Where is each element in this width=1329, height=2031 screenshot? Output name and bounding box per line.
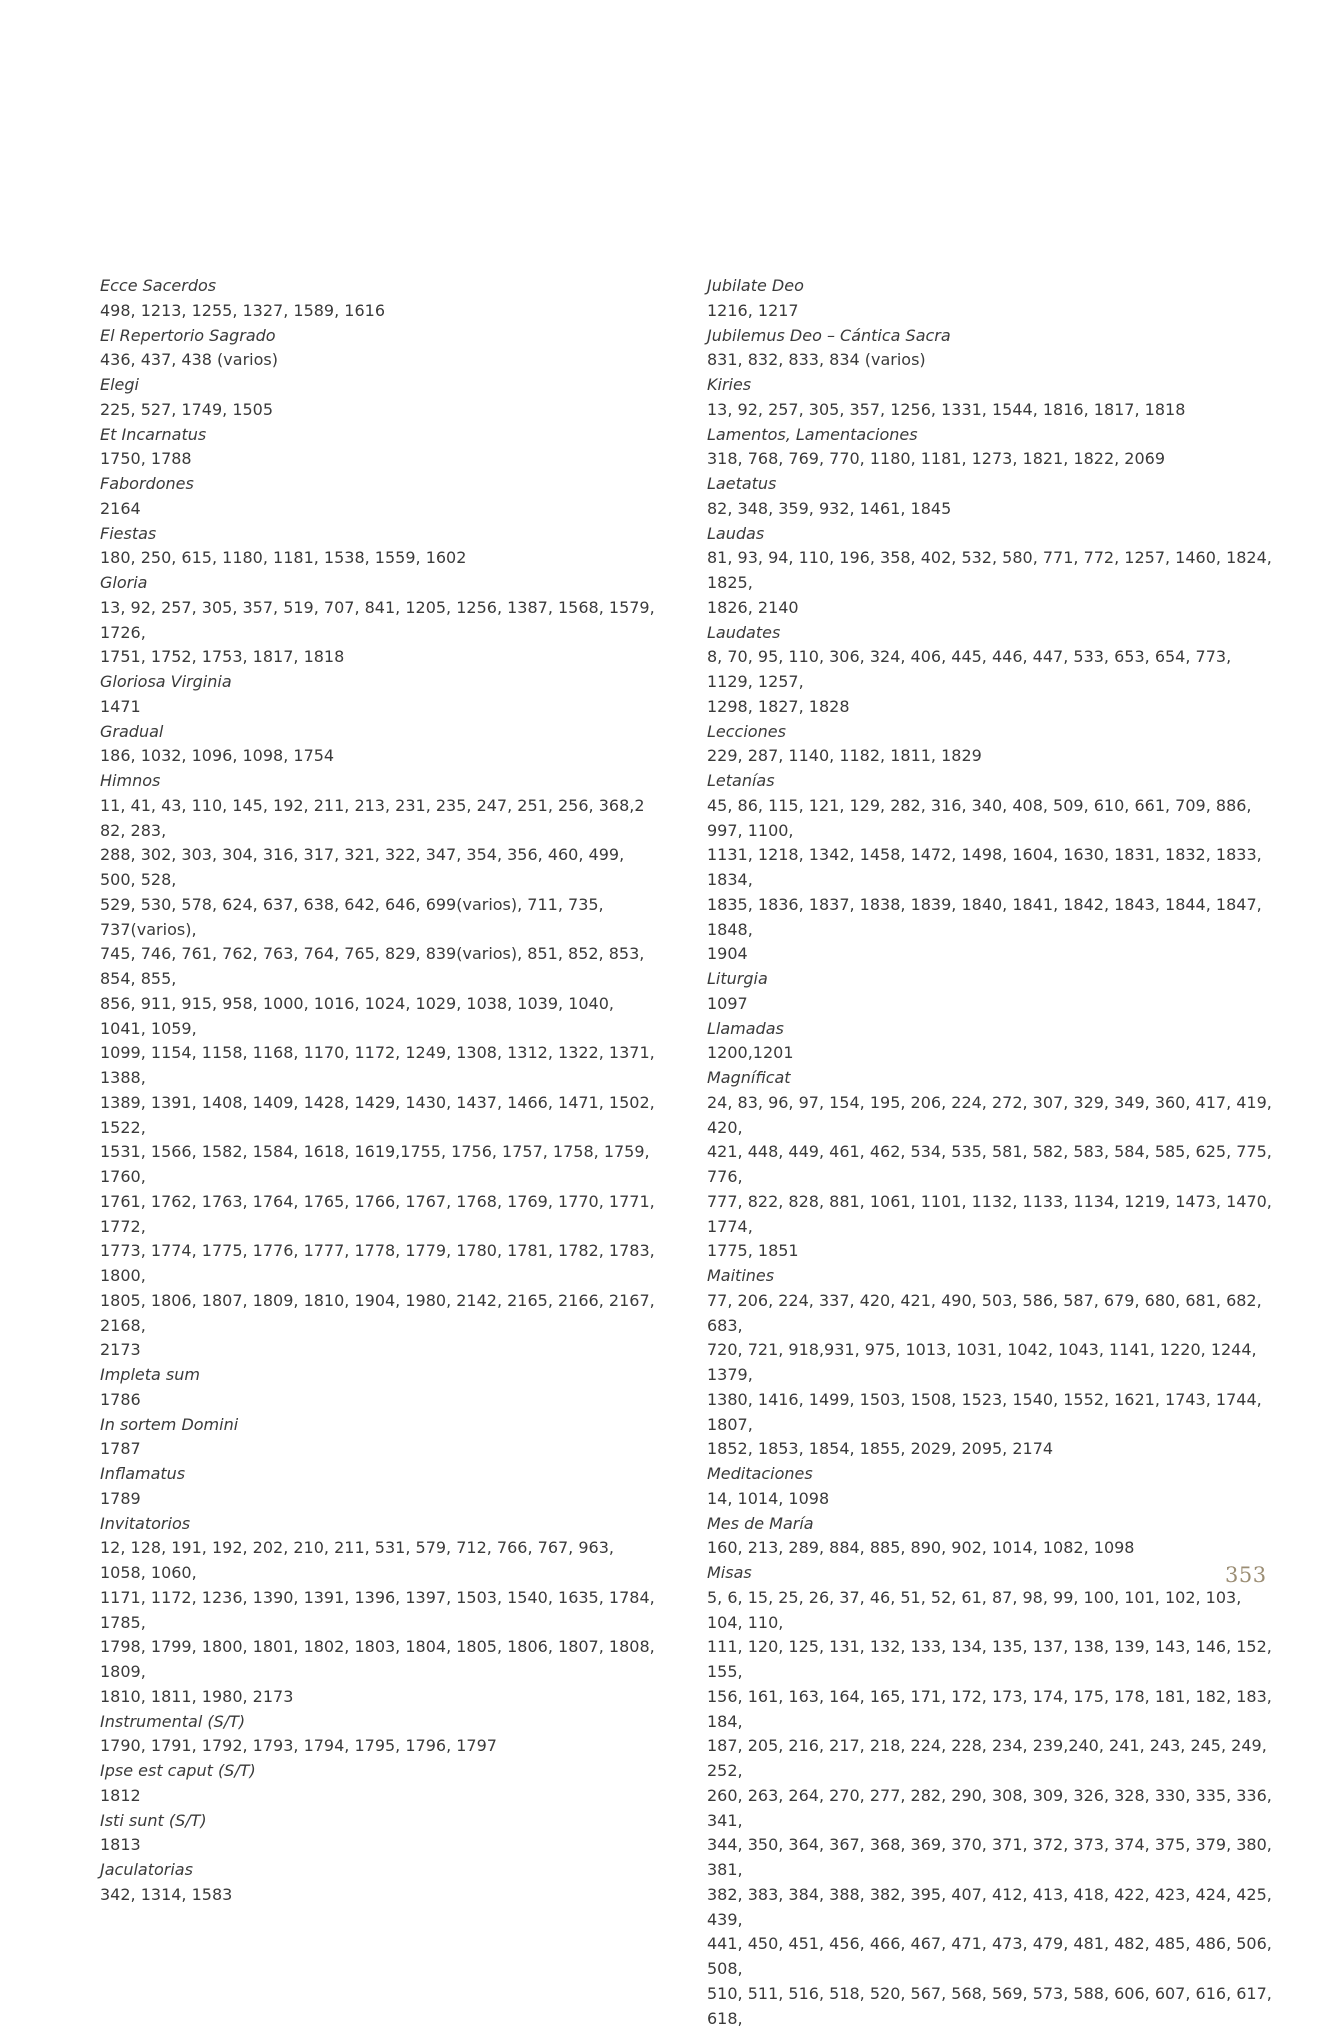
index-references: 1298, 1827, 1828 xyxy=(707,696,850,716)
index-entry xyxy=(707,423,1277,473)
index-references: 1852, 1853, 1854, 1855, 2029, 2095, 2174 xyxy=(707,1439,1054,1459)
index-term: Elegi xyxy=(100,375,139,394)
index-entry xyxy=(707,967,1277,1017)
index-entry xyxy=(100,1363,660,1413)
index-term: Laetatus xyxy=(707,474,777,493)
page-number: 353 xyxy=(1225,1563,1267,1587)
index-term: Fiestas xyxy=(100,523,157,543)
index-references: 831, 832, 833, 834 (varios) xyxy=(707,350,926,370)
index-term: Meditaciones xyxy=(707,1464,813,1483)
index-references: 1773, 1774, 1775, 1776, 1777, 1778, 1779, 1780, 1781, 1782, 1783, 1800, xyxy=(100,1241,655,1285)
index-references: 856, 911, 915, 958, 1000, 1016, 1024, 1029, 1038, 1039, 1040, 1041, 1059, xyxy=(100,993,614,1038)
index-term: Lecciones xyxy=(707,721,786,741)
index-references: 1810, 1811, 1980, 2173 xyxy=(100,1686,294,1706)
index-references: 1775, 1851 xyxy=(707,1241,799,1261)
index-references: 260, 263, 264, 270, 277, 282, 290, 308, 309, 326, 328, 330, 335, 336, 341, xyxy=(707,1785,1272,1830)
index-entry xyxy=(100,1413,660,1463)
index-entry xyxy=(707,1066,1277,1264)
index-entry xyxy=(707,373,1277,423)
index-references: 510, 511, 516, 518, 520, 567, 568, 569, 573, 588, 606, 607, 616, 617, 618, xyxy=(707,1983,1272,2028)
index-references: 1761, 1762, 1763, 1764, 1765, 1766, 1767, 1768, 1769, 1770, 1771, 1772, xyxy=(100,1191,655,1236)
index-entry xyxy=(707,472,1277,522)
index-references: 11, 41, 43, 110, 145, 192, 211, 213, 231, 235, 247, 251, 256, 368,2 82, 283, xyxy=(100,795,645,840)
index-entry xyxy=(100,571,660,670)
index-references: 1789 xyxy=(100,1488,141,1508)
index-references: 1798, 1799, 1800, 1801, 1802, 1803, 1804, 1805, 1806, 1807, 1808, 1809, xyxy=(100,1637,655,1681)
index-references: 318, 768, 769, 770, 1180, 1181, 1273, 1821, 1822, 2069 xyxy=(707,449,1166,469)
index-entry xyxy=(707,324,1277,374)
index-entry xyxy=(707,1462,1277,1512)
index-term: Inflamatus xyxy=(100,1464,186,1483)
index-references: 77, 206, 224, 337, 420, 421, 490, 503, 586, 587, 679, 680, 681, 682, 683, xyxy=(707,1290,1262,1335)
index-entry xyxy=(100,670,660,720)
index-term: Ecce Sacerdos xyxy=(100,276,217,295)
index-references: 45, 86, 115, 121, 129, 282, 316, 340, 408, 509, 610, 661, 709, 886, 997, 1100, xyxy=(707,795,1252,840)
index-entry xyxy=(100,1710,660,1760)
index-term: Lamentos, Lamentaciones xyxy=(707,424,918,444)
index-references: 81, 93, 94, 110, 196, 358, 402, 532, 580, 771, 772, 1257, 1460, 1824, 1825, xyxy=(707,548,1272,592)
index-references: 1787 xyxy=(100,1439,141,1459)
index-references: 720, 721, 918,931, 975, 1013, 1031, 1042, 1043, 1141, 1220, 1244, 1379, xyxy=(707,1340,1257,1384)
index-references: 1904 xyxy=(707,944,748,964)
index-term: Laudas xyxy=(707,523,765,543)
index-references: 1099, 1154, 1158, 1168, 1170, 1172, 1249, 1308, 1312, 1322, 1371, 1388, xyxy=(100,1043,655,1087)
index-term: Gloria xyxy=(100,573,148,592)
index-references: 1835, 1836, 1837, 1838, 1839, 1840, 1841, 1842, 1843, 1844, 1847, 1848, xyxy=(707,894,1262,939)
index-entry xyxy=(707,1264,1277,1462)
index-references: 2164 xyxy=(100,498,141,518)
index-references: 8, 70, 95, 110, 306, 324, 406, 445, 446, 447, 533, 653, 654, 773, 1129, 1257, xyxy=(707,647,1232,691)
index-references: 2173 xyxy=(100,1340,141,1360)
index-entry xyxy=(100,720,660,770)
index-references: 1097 xyxy=(707,993,748,1013)
index-term: Himnos xyxy=(100,771,161,790)
index-entry xyxy=(100,522,660,572)
index-references: 777, 822, 828, 881, 1061, 1101, 1132, 1133, 1134, 1219, 1473, 1470, 1774, xyxy=(707,1191,1272,1236)
index-entry xyxy=(707,522,1277,621)
index-references: 382, 383, 384, 388, 382, 395, 407, 412, 413, 418, 422, 423, 424, 425, 439, xyxy=(707,1884,1272,1929)
index-references: 1380, 1416, 1499, 1503, 1508, 1523, 1540, 1552, 1621, 1743, 1744, 1807, xyxy=(707,1389,1262,1434)
index-term: Kiries xyxy=(707,375,752,394)
index-references: 1751, 1752, 1753, 1817, 1818 xyxy=(100,647,345,667)
index-entry xyxy=(100,373,660,423)
index-references: 1786 xyxy=(100,1389,141,1409)
index-references: 12, 128, 191, 192, 202, 210, 211, 531, 579, 712, 766, 767, 963, 1058, 1060, xyxy=(100,1538,614,1582)
index-term: Invitatorios xyxy=(100,1513,191,1533)
index-references: 1812 xyxy=(100,1785,141,1805)
index-references: 187, 205, 216, 217, 218, 224, 228, 234, 239,240, 241, 243, 245, 249, 252, xyxy=(707,1736,1267,1780)
index-entry xyxy=(707,1512,1277,1562)
index-term: Impleta sum xyxy=(100,1365,200,1384)
index-entry xyxy=(100,1512,660,1710)
index-term: Isti sunt (S/T) xyxy=(100,1810,207,1830)
index-entry xyxy=(707,769,1277,967)
index-entry xyxy=(100,1858,660,1908)
index-references: 288, 302, 303, 304, 316, 317, 321, 322, 347, 354, 356, 460, 499, 500, 528, xyxy=(100,845,625,889)
index-references: 1216, 1217 xyxy=(707,300,799,320)
index-entry xyxy=(707,621,1277,720)
index-references: 1813 xyxy=(100,1835,141,1855)
index-references: 745, 746, 761, 762, 763, 764, 765, 829, 839(varios), 851, 852, 853, 854, 855, xyxy=(100,944,645,988)
index-entry xyxy=(100,1462,660,1512)
index-entry xyxy=(100,769,660,1363)
index-column-right xyxy=(707,274,1277,2031)
index-entry xyxy=(707,1561,1277,2031)
index-references: 13, 92, 257, 305, 357, 1256, 1331, 1544, 1816, 1817, 1818 xyxy=(707,399,1186,419)
index-term: Jaculatorias xyxy=(100,1860,193,1879)
index-term: Gradual xyxy=(100,721,164,741)
index-entry xyxy=(707,1017,1277,1067)
index-references: 1389, 1391, 1408, 1409, 1428, 1429, 1430, 1437, 1466, 1471, 1502, 1522, xyxy=(100,1092,655,1137)
index-column-left xyxy=(100,274,660,1908)
index-references: 421, 448, 449, 461, 462, 534, 535, 581, 582, 583, 584, 585, 625, 775, 776, xyxy=(707,1142,1272,1186)
index-entry xyxy=(100,423,660,473)
index-entry xyxy=(100,472,660,522)
index-entry xyxy=(100,1759,660,1809)
index-term: Instrumental (S/T) xyxy=(100,1711,246,1731)
index-entry xyxy=(707,274,1277,324)
index-references: 5, 6, 15, 25, 26, 37, 46, 51, 52, 61, 87, 98, 99, 100, 101, 102, 103, 104, 110, xyxy=(707,1587,1242,1632)
index-references: 156, 161, 163, 164, 165, 171, 172, 173, 174, 175, 178, 181, 182, 183, 184, xyxy=(707,1686,1272,1731)
index-references: 529, 530, 578, 624, 637, 638, 642, 646, 699(varios), 711, 735, 737(varios), xyxy=(100,894,604,939)
index-references: 498, 1213, 1255, 1327, 1589, 1616 xyxy=(100,300,385,320)
index-references: 24, 83, 96, 97, 154, 195, 206, 224, 272, 307, 329, 349, 360, 417, 419, 420, xyxy=(707,1092,1272,1137)
index-term: Mes de María xyxy=(707,1513,814,1533)
index-term: Et Incarnatus xyxy=(100,424,207,444)
index-term: Liturgia xyxy=(707,969,768,988)
index-references: 436, 437, 438 (varios) xyxy=(100,350,278,370)
index-references: 1171, 1172, 1236, 1390, 1391, 1396, 1397, 1503, 1540, 1635, 1784, 1785, xyxy=(100,1587,655,1632)
index-references: 229, 287, 1140, 1182, 1811, 1829 xyxy=(707,746,982,766)
index-references: 225, 527, 1749, 1505 xyxy=(100,399,274,419)
index-references: 1131, 1218, 1342, 1458, 1472, 1498, 1604, 1630, 1831, 1832, 1833, 1834, xyxy=(707,845,1262,889)
index-entry xyxy=(100,274,660,324)
index-entry xyxy=(100,324,660,374)
index-references: 1750, 1788 xyxy=(100,449,192,469)
index-references: 1826, 2140 xyxy=(707,597,799,617)
index-term: Laudates xyxy=(707,622,781,642)
index-term: Jubilate Deo xyxy=(707,276,804,295)
index-term: Letanías xyxy=(707,771,775,790)
index-term: Ipse est caput (S/T) xyxy=(100,1761,256,1780)
index-references: 1805, 1806, 1807, 1809, 1810, 1904, 1980, 2142, 2165, 2166, 2167, 2168, xyxy=(100,1290,655,1335)
index-references: 1790, 1791, 1792, 1793, 1794, 1795, 1796, 1797 xyxy=(100,1736,497,1756)
index-references: 82, 348, 359, 932, 1461, 1845 xyxy=(707,498,952,518)
index-references: 14, 1014, 1098 xyxy=(707,1488,830,1508)
index-references: 111, 120, 125, 131, 132, 133, 134, 135, 137, 138, 139, 143, 146, 152, 155, xyxy=(707,1637,1272,1681)
index-references: 186, 1032, 1096, 1098, 1754 xyxy=(100,746,335,766)
index-references: 1200,1201 xyxy=(707,1043,794,1063)
index-term: Magníficat xyxy=(707,1068,791,1087)
index-term: Gloriosa Virginia xyxy=(100,672,232,691)
index-term: Jubilemus Deo – Cántica Sacra xyxy=(707,325,951,345)
index-term: El Repertorio Sagrado xyxy=(100,325,276,345)
index-references: 1471 xyxy=(100,696,141,716)
index-references: 441, 450, 451, 456, 466, 467, 471, 473, 479, 481, 482, 485, 486, 506, 508, xyxy=(707,1934,1272,1978)
index-references: 180, 250, 615, 1180, 1181, 1538, 1559, 1602 xyxy=(100,548,467,568)
index-references: 160, 213, 289, 884, 885, 890, 902, 1014, 1082, 1098 xyxy=(707,1538,1135,1558)
index-references: 1531, 1566, 1582, 1584, 1618, 1619,1755, 1756, 1757, 1758, 1759, 1760, xyxy=(100,1142,650,1186)
index-references: 342, 1314, 1583 xyxy=(100,1884,233,1904)
index-entry xyxy=(100,1809,660,1859)
index-entry xyxy=(707,720,1277,770)
index-term: Fabordones xyxy=(100,474,194,493)
index-term: Misas xyxy=(707,1563,752,1582)
index-term: Llamadas xyxy=(707,1018,784,1038)
index-term: Maitines xyxy=(707,1266,775,1285)
index-term: In sortem Domini xyxy=(100,1414,239,1434)
index-references: 13, 92, 257, 305, 357, 519, 707, 841, 1205, 1256, 1387, 1568, 1579, 1726, xyxy=(100,597,655,642)
index-references: 344, 350, 364, 367, 368, 369, 370, 371, 372, 373, 374, 375, 379, 380, 381, xyxy=(707,1835,1272,1879)
